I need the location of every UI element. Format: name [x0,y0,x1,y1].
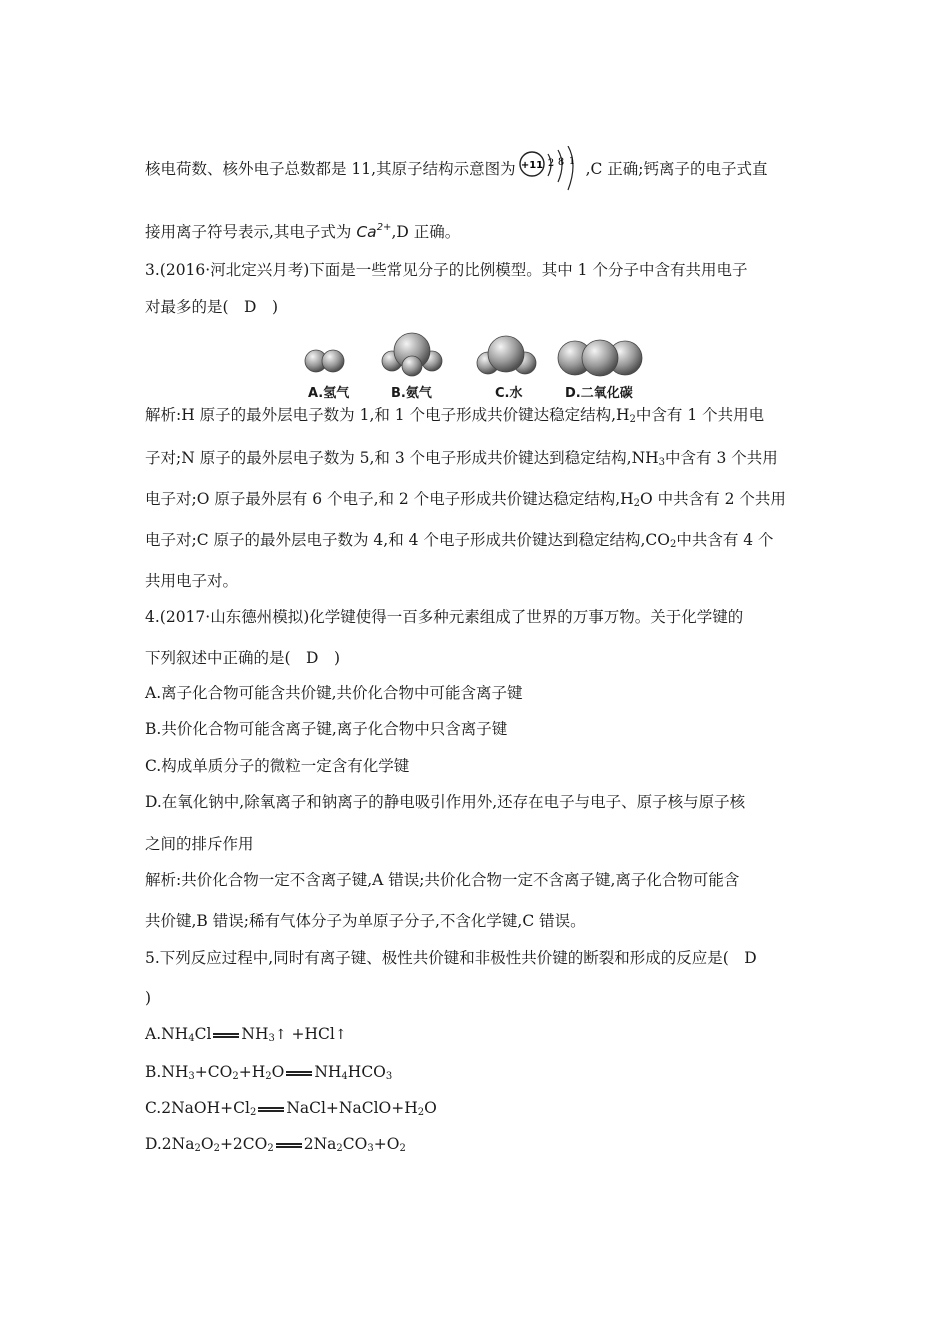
shell-2: 8 [557,157,564,168]
q4-option-b: B.共价化合物可能含离子键,离子化合物中只含离子键 [145,720,508,738]
text-pre: 接用离子符号表示,其电子式为 [145,223,357,241]
q5-stem-2: ) [145,989,152,1007]
q3-stem-2: 对最多的是( D ) [145,298,279,316]
caption-c: C.水 [495,386,523,401]
caption-b: B.氨气 [391,386,432,401]
q3-analysis-1: 解析:H 原子的最外层电子数为 1,和 1 个电子形成共价键达稳定结构$,H_2$中含有 1 个共用电 [145,406,765,425]
shell-3: 1 [568,156,575,167]
molecule-models-svg [300,330,660,380]
q5-option-a: $A.NH_4Cl$ $NH_3↑$ +HCl↑ [145,1025,347,1044]
q4-stem-1: 4.(2017·山东德州模拟)化学键使得一百多种元素组成了世界的万事万物。关于化学键的 [145,608,744,626]
equals-sign [276,1143,302,1148]
shell-1: 2 [547,158,554,169]
q4-option-d-1: D.在氧化钠中,除氧离子和钠离子的静电吸引作用外,还存在电子与电子、原子核与原子核 [145,793,746,811]
q5-option-c: $C.2NaOH+Cl_2$ $NaCl+NaClO+H_2O$ [145,1099,437,1118]
text-post: ,C 正确;钙离子的电子式直 [585,160,768,178]
q4-option-c: C.构成单质分子的微粒一定含有化学键 [145,757,410,775]
line-calcium-ion [145,218,460,242]
molecule-models-figure [300,330,660,405]
q5-option-d: $D.2Na_2O_2+2CO_2$ $2Na_2CO_3+O_2$ [145,1135,406,1154]
caption-a: A.氢气 [308,386,350,401]
q3-stem-1: 3.(2016·河北定兴月考)下面是一些常见分子的比例模型。其中 1 个分子中含有共用电子 [145,261,748,279]
q3-analysis-2: 子对;N 原子的最外层电子数为 5,和 3 个电子形成共价键达到稳定结构$,NH_3$中含有 3 个共用 [145,449,778,468]
calcium-ion: $Ca^{2+}$ [356,222,392,241]
line-atom-structure [145,150,768,190]
q4-option-d-2: 之间的排斥作用 [145,835,254,853]
q5-stem-1: 5.下列反应过程中,同时有离子键、极性共价键和非极性共价键的断裂和形成的反应是( D [145,949,757,967]
hydrogen-model [305,350,344,372]
water-model [477,336,536,374]
atom-structure-diagram [518,150,584,190]
equals-sign [213,1033,239,1038]
q4-analysis-2: 共价键,B 错误;稀有气体分子为单原子分子,不含化学键,C 错误。 [145,912,586,930]
ammonia-model [382,333,442,376]
text-pre: 核电荷数、核外电子总数都是 11,其原子结构示意图为 [145,160,516,178]
nucleus-charge: +11 [520,160,543,171]
q3-analysis-3: 电子对;O 原子最外层有 6 个电子,和 2 个电子形成共价键达稳定结构$,H_2O$ 中共含有 2 个共用 [145,490,786,509]
q3-analysis-4: 电子对;C 原子的最外层电子数为 4,和 4 个电子形成共价键达到稳定结构$,CO_2$中共含有 4 个 [145,531,774,550]
carbon-dioxide-model [558,340,642,376]
q3-analysis-5: 共用电子对。 [145,572,239,590]
q4-analysis-1: 解析:共价化合物一定不含离子键,A 错误;共价化合物一定不含离子键,离子化合物可能含 [145,871,740,889]
q4-stem-2: 下列叙述中正确的是( D ) [145,649,341,667]
equals-sign [258,1107,284,1112]
text-post: ,D 正确。 [391,223,461,241]
q4-option-a: A.离子化合物可能含共价键,共价化合物中可能含离子键 [145,684,523,702]
q5-option-b: $B.NH_3+CO_2+H_2O$ $NH_4HCO_3$ [145,1063,393,1082]
caption-d: D.二氧化碳 [565,386,633,401]
equals-sign [286,1071,312,1076]
